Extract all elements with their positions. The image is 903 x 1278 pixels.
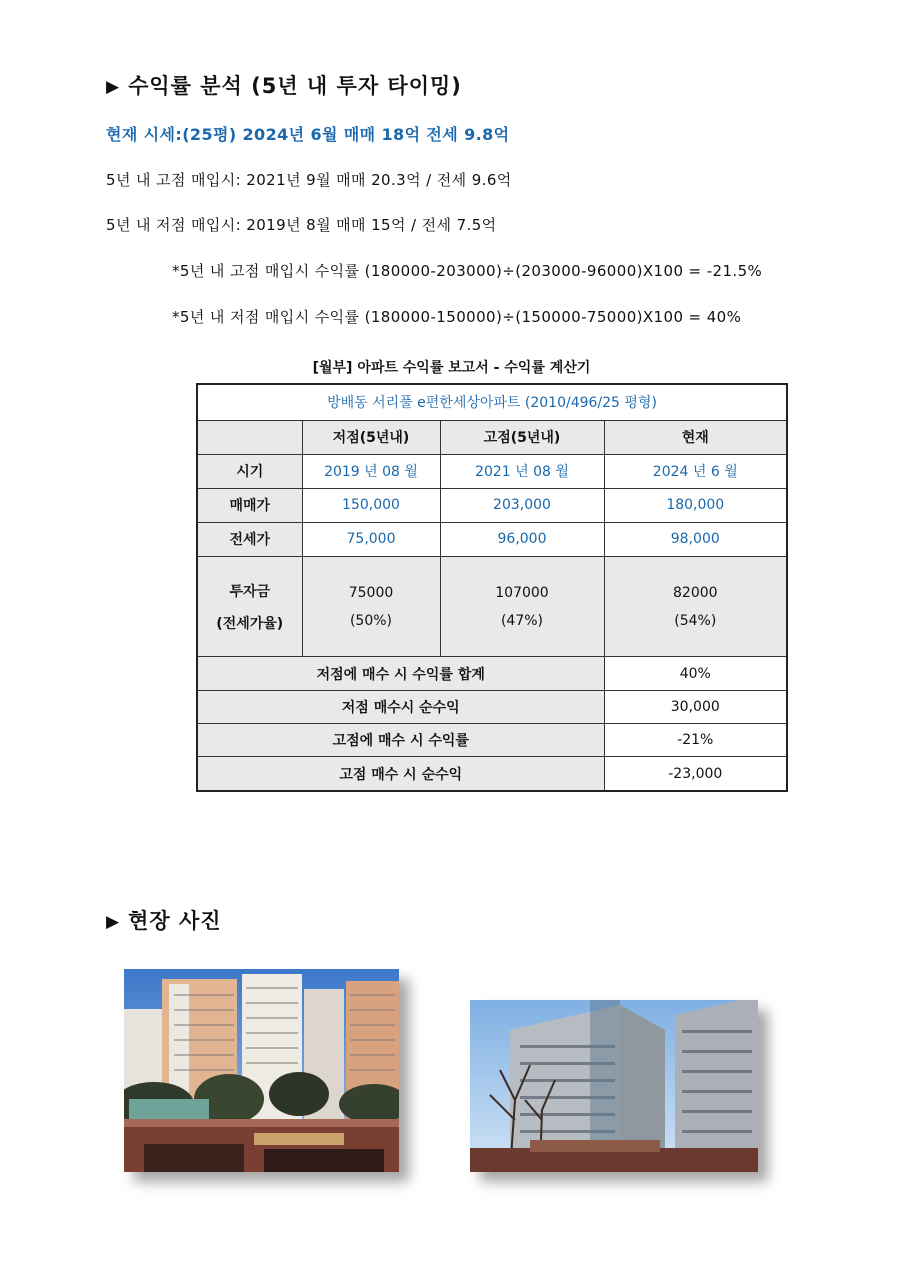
- period-label: 시기: [197, 454, 302, 488]
- col-low-header: 저점(5년내): [302, 420, 440, 454]
- low-price-line: 5년 내 저점 매입시: 2019년 8월 매매 15억 / 전세 7.5억: [106, 216, 497, 234]
- summary-low-return-value: 40%: [604, 657, 787, 691]
- invest-high: 107000: [495, 584, 549, 601]
- sale-label: 매매가: [197, 488, 302, 522]
- apartment-building-photo: [470, 1000, 758, 1172]
- jeonse-high: 96,000: [440, 522, 604, 556]
- sale-current: 180,000: [604, 488, 787, 522]
- jeonse-label: 전세가: [197, 522, 302, 556]
- jeonse-current: 98,000: [604, 522, 787, 556]
- period-current: 2024 년 6 월: [604, 454, 787, 488]
- sale-low: 150,000: [302, 488, 440, 522]
- low-return-calc: *5년 내 저점 매입시 수익률 (180000-150000)÷(150000-75000)X100 = 40%: [172, 308, 742, 326]
- col-current-header: 현재: [604, 420, 787, 454]
- corner-cell: [197, 420, 302, 454]
- summary-low-return-label: 저점에 매수 시 수익률 합계: [197, 657, 604, 691]
- summary-high-profit-label: 고점 매수 시 순수익: [197, 757, 604, 791]
- summary-low-profit-value: 30,000: [604, 691, 787, 724]
- apartment-complex-illustration: [124, 969, 399, 1172]
- invest-label-cell: [197, 556, 302, 656]
- summary-high-profit-value: -23,000: [604, 757, 787, 791]
- period-high: 2021 년 08 월: [440, 454, 604, 488]
- invest-low: 75000: [348, 584, 394, 601]
- high-price-line: 5년 내 고점 매입시: 2021년 9월 매매 20.3억 / 전세 9.6억: [106, 171, 512, 189]
- invest-low-ratio: (50%): [349, 612, 393, 629]
- current-price-line: 현재 시세:(25평) 2024년 6월 매매 18억 전세 9.8억: [106, 125, 510, 144]
- invest-current: 82000: [673, 584, 718, 601]
- sale-high: 203,000: [440, 488, 604, 522]
- invest-high-cell: [440, 556, 604, 656]
- jeonse-low: 75,000: [302, 522, 440, 556]
- invest-label: 투자금: [229, 583, 271, 600]
- high-return-calc: *5년 내 고점 매입시 수익률 (180000-203000)÷(203000-96000)X100 = -21.5%: [172, 262, 763, 280]
- invest-current-ratio: (54%): [674, 612, 717, 629]
- analysis-heading: ▶ 수익률 분석 (5년 내 투자 타이밍): [106, 74, 462, 98]
- apartment-complex-photo: [124, 969, 399, 1172]
- return-calculator-table: [196, 383, 788, 792]
- summary-low-profit-label: 저점 매수시 순수익: [197, 691, 604, 724]
- summary-high-return-value: -21%: [604, 724, 787, 757]
- triangle-bullet-icon: ▶: [106, 77, 121, 97]
- invest-high-ratio: (47%): [500, 612, 544, 629]
- period-low: 2019 년 08 월: [302, 454, 440, 488]
- apartment-title: 방배동 서리풀 e편한세상아파트 (2010/496/25 평형): [197, 384, 787, 420]
- invest-sub-label: (전세가율): [216, 615, 284, 632]
- col-high-header: 고점(5년내): [440, 420, 604, 454]
- invest-current-cell: [604, 556, 787, 656]
- photos-heading: ▶ 현장 사진: [106, 909, 222, 933]
- table-caption: [월부] 아파트 수익률 보고서 - 수익률 계산기: [312, 360, 591, 376]
- apartment-building-illustration: [470, 1000, 758, 1172]
- triangle-bullet-icon: ▶: [106, 912, 121, 932]
- invest-low-cell: [302, 556, 440, 656]
- summary-high-return-label: 고점에 매수 시 수익률: [197, 724, 604, 757]
